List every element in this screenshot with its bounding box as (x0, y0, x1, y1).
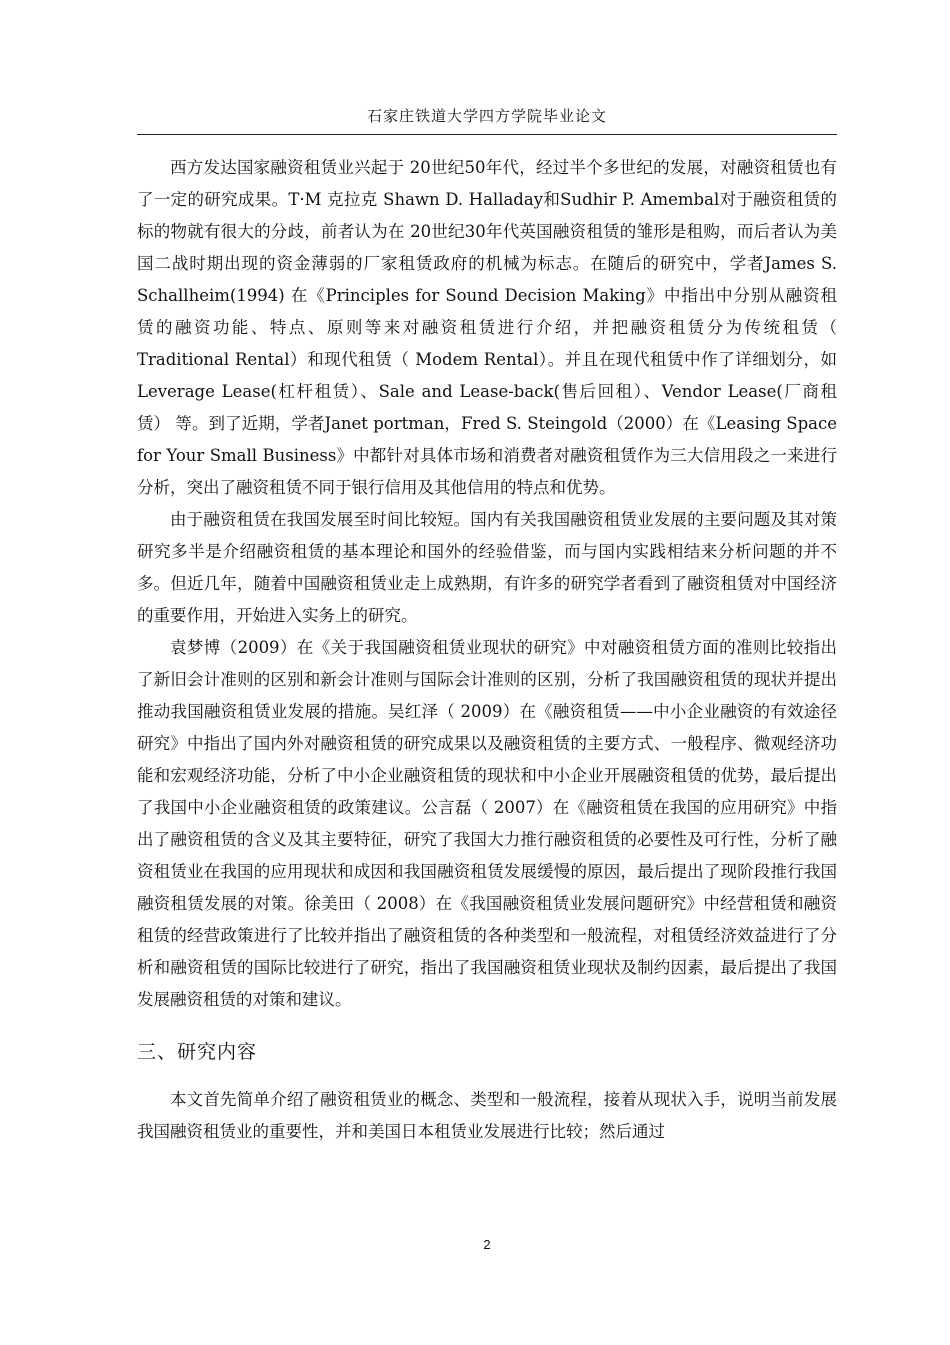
body-text (137, 152, 837, 1148)
section-heading: 三、研究内容 (137, 1041, 258, 1063)
paragraph-western-research: 西方发达国家融资租赁业兴起于 20世纪50年代，经过半个多世纪的发展，对融资租赁也有了一定的研究成果。T·M 克拉克 Shawn D. Halladay和Sudhir P. Amembal对于融资租赁的标的物就有很大的分歧，前者认为在 20世纪30年代英国融资租赁的雏形是租购，而后者认为美国二战时期出现的资金薄弱的厂家租赁政府的机械为标志。在随后的研究中，学者James S. Schallheim(1994) 在《Principles for Sound Decision Making》中指出中分别从融资租赁的融资功能、特点、原则等来对融资租赁进行介绍，并把融资租赁分为传统租赁（ Traditional Rental）和现代租赁（ Modem Rental）。并且在现代租赁中作了详细划分，如Leverage Lease(杠杆租赁）、Sale and Lease-back(售后回租）、Vendor Lease(厂商租赁） 等。到了近期，学者Janet portman，Fred S. Steingold（2000）在《Leasing Space for Your Small Business》中都针对具体市场和消费者对融资租赁作为三大信用段之一来进行分析，突出了融资租赁不同于银行信用及其他信用的特点和优势。 (137, 158, 837, 497)
running-header: 石家庄铁道大学四方学院毕业论文 (366, 107, 607, 125)
paragraph-research-content: 本文首先简单介绍了融资租赁业的概念、类型和一般流程，接着从现状入手，说明当前发展我国融资租赁业的重要性，并和美国日本租赁业发展进行比较；然后通过 (137, 1090, 837, 1141)
paragraph-domestic-overview: 由于融资租赁在我国发展至时间比较短。国内有关我国融资租赁业发展的主要问题及其对策研究多半是介绍融资租赁的基本理论和国外的经验借鉴，而与国内实践相结来分析问题的并不多。但近几年，随着中国融资租赁业走上成熟期，有许多的研究学者看到了融资租赁对中国经济的重要作用，开始进入实务上的研究。 (137, 510, 837, 625)
header-divider (137, 134, 837, 135)
page-number: 2 (483, 1237, 491, 1252)
paragraph-domestic-scholars: 袁梦博（2009）在《关于我国融资租赁业现状的研究》中对融资租赁方面的准则比较指出了新旧会计准则的区别和新会计准则与国际会计准则的区别，分析了我国融资租赁的现状并提出推动我国融资租赁业发展的措施。吴红泽（ 2009）在《融资租赁——中小企业融资的有效途径研究》中指出了国内外对融资租赁的研究成果以及融资租赁的主要方式、一般程序、微观经济功能和宏观经济功能，分析了中小企业融资租赁的现状和中小企业开展融资租赁的优势，最后提出了我国中小企业融资租赁的政策建议。公言磊（ 2007）在《融资租赁在我国的应用研究》中指出了融资租赁的含义及其主要特征，研究了我国大力推行融资租赁的必要性及可行性，分析了融资租赁业在我国的应用现状和成因和我国融资租赁发展缓慢的原因，最后提出了现阶段推行我国融资租赁发展的对策。徐美田（ 2008）在《我国融资租赁业发展问题研究》中经营租赁和融资租赁的经营政策进行了比较并指出了融资租赁的各种类型和一般流程，对租赁经济效益进行了分析和融资租赁的国际比较进行了研究，指出了我国融资租赁业现状及制约因素，最后提出了我国发展融资租赁的对策和建议。 (137, 638, 837, 1009)
